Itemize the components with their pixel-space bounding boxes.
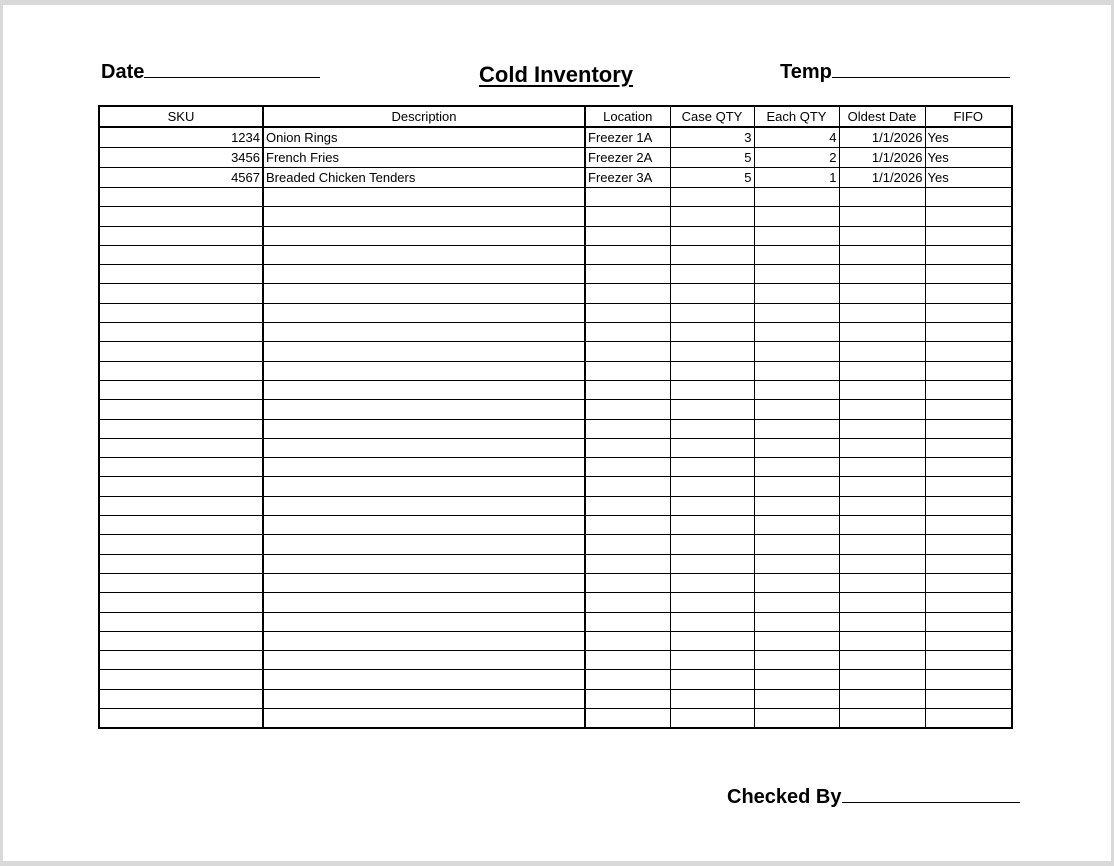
cell-oldest-date[interactable] xyxy=(839,477,925,496)
cell-description[interactable] xyxy=(263,188,585,207)
cell-location[interactable]: Freezer 1A xyxy=(585,127,670,148)
checked-by-field xyxy=(727,786,1020,809)
cell-description[interactable] xyxy=(263,458,585,477)
table-row-empty xyxy=(99,226,1012,245)
cell-location[interactable] xyxy=(585,438,670,457)
cell-sku[interactable] xyxy=(99,689,263,708)
cell-sku[interactable] xyxy=(99,593,263,612)
cell-location[interactable] xyxy=(585,535,670,554)
cell-sku[interactable] xyxy=(99,303,263,322)
cell-fifo[interactable] xyxy=(925,438,1012,457)
cell-each-qty[interactable] xyxy=(754,419,839,438)
cell-fifo[interactable] xyxy=(925,458,1012,477)
cell-location[interactable] xyxy=(585,573,670,592)
cell-location[interactable] xyxy=(585,631,670,650)
cell-case-qty[interactable] xyxy=(670,535,754,554)
cell-case-qty[interactable] xyxy=(670,400,754,419)
cell-description[interactable] xyxy=(263,245,585,264)
cell-each-qty[interactable]: 1 xyxy=(754,168,839,188)
cell-each-qty[interactable] xyxy=(754,323,839,342)
cell-fifo[interactable] xyxy=(925,419,1012,438)
cell-sku[interactable] xyxy=(99,265,263,284)
cell-description[interactable] xyxy=(263,361,585,380)
col-header-description: Description xyxy=(263,106,585,127)
cell-oldest-date[interactable] xyxy=(839,400,925,419)
cell-sku[interactable] xyxy=(99,477,263,496)
cell-sku[interactable] xyxy=(99,245,263,264)
cell-oldest-date[interactable] xyxy=(839,535,925,554)
cell-description[interactable] xyxy=(263,438,585,457)
cell-description[interactable] xyxy=(263,709,585,728)
cell-case-qty[interactable] xyxy=(670,689,754,708)
cell-location[interactable] xyxy=(585,593,670,612)
cell-location[interactable] xyxy=(585,477,670,496)
cell-oldest-date[interactable] xyxy=(839,380,925,399)
cell-location[interactable] xyxy=(585,554,670,573)
cell-each-qty[interactable] xyxy=(754,689,839,708)
cell-description[interactable] xyxy=(263,573,585,592)
cell-case-qty[interactable] xyxy=(670,207,754,226)
cell-case-qty[interactable] xyxy=(670,361,754,380)
col-header-location: Location xyxy=(585,106,670,127)
table-row-empty xyxy=(99,689,1012,708)
table-row-empty xyxy=(99,342,1012,361)
cell-location[interactable] xyxy=(585,245,670,264)
cell-location[interactable] xyxy=(585,323,670,342)
cell-fifo[interactable] xyxy=(925,651,1012,670)
cell-each-qty[interactable] xyxy=(754,651,839,670)
cell-sku[interactable] xyxy=(99,670,263,689)
cell-case-qty[interactable] xyxy=(670,303,754,322)
cell-sku[interactable] xyxy=(99,207,263,226)
cell-location[interactable] xyxy=(585,458,670,477)
col-header-sku: SKU xyxy=(99,106,263,127)
cell-description[interactable] xyxy=(263,380,585,399)
table-row-empty xyxy=(99,323,1012,342)
table-row-empty xyxy=(99,554,1012,573)
cell-sku[interactable] xyxy=(99,631,263,650)
cell-case-qty[interactable] xyxy=(670,265,754,284)
table-row-empty xyxy=(99,245,1012,264)
cell-location[interactable] xyxy=(585,670,670,689)
cell-case-qty[interactable] xyxy=(670,670,754,689)
cell-sku[interactable] xyxy=(99,458,263,477)
cell-sku[interactable] xyxy=(99,361,263,380)
cell-case-qty[interactable] xyxy=(670,554,754,573)
table-row-empty xyxy=(99,670,1012,689)
table-row-empty xyxy=(99,207,1012,226)
cell-location[interactable] xyxy=(585,496,670,515)
col-header-oldest-date: Oldest Date xyxy=(839,106,925,127)
table-row-empty xyxy=(99,400,1012,419)
cell-each-qty[interactable] xyxy=(754,226,839,245)
cell-location[interactable] xyxy=(585,689,670,708)
cell-case-qty[interactable] xyxy=(670,593,754,612)
cell-each-qty[interactable] xyxy=(754,554,839,573)
page-title: Cold Inventory xyxy=(479,62,634,87)
table-row-empty xyxy=(99,709,1012,728)
cell-oldest-date[interactable] xyxy=(839,593,925,612)
cell-oldest-date[interactable]: 1/1/2026 xyxy=(839,148,925,168)
cell-description[interactable] xyxy=(263,207,585,226)
cell-sku[interactable]: 1234 xyxy=(99,127,263,148)
cell-fifo[interactable] xyxy=(925,361,1012,380)
cell-oldest-date[interactable] xyxy=(839,651,925,670)
checked-by-label: Checked By xyxy=(727,786,842,808)
cell-location[interactable] xyxy=(585,612,670,631)
cell-description[interactable] xyxy=(263,284,585,303)
cell-fifo[interactable] xyxy=(925,554,1012,573)
cell-location[interactable] xyxy=(585,207,670,226)
cell-sku[interactable] xyxy=(99,380,263,399)
cell-each-qty[interactable] xyxy=(754,361,839,380)
cell-fifo[interactable] xyxy=(925,535,1012,554)
cell-sku[interactable]: 4567 xyxy=(99,168,263,188)
cell-description[interactable] xyxy=(263,689,585,708)
cell-description[interactable] xyxy=(263,265,585,284)
cell-location[interactable] xyxy=(585,516,670,535)
cell-each-qty[interactable] xyxy=(754,593,839,612)
cell-fifo[interactable] xyxy=(925,516,1012,535)
cell-sku[interactable] xyxy=(99,651,263,670)
cell-oldest-date[interactable] xyxy=(839,207,925,226)
table-row-empty xyxy=(99,573,1012,592)
table-row-empty xyxy=(99,188,1012,207)
cell-sku[interactable] xyxy=(99,284,263,303)
cell-each-qty[interactable] xyxy=(754,573,839,592)
cell-case-qty[interactable] xyxy=(670,458,754,477)
cell-location[interactable] xyxy=(585,361,670,380)
cell-oldest-date[interactable] xyxy=(839,458,925,477)
cell-case-qty[interactable] xyxy=(670,573,754,592)
cell-sku[interactable] xyxy=(99,573,263,592)
cell-oldest-date[interactable] xyxy=(839,689,925,708)
cell-each-qty[interactable] xyxy=(754,400,839,419)
cell-fifo[interactable] xyxy=(925,689,1012,708)
cell-description[interactable] xyxy=(263,516,585,535)
cell-case-qty[interactable] xyxy=(670,245,754,264)
table-row xyxy=(99,127,1012,148)
cell-location[interactable] xyxy=(585,265,670,284)
cell-oldest-date[interactable] xyxy=(839,188,925,207)
cell-fifo[interactable]: Yes xyxy=(925,168,1012,188)
cell-fifo[interactable] xyxy=(925,342,1012,361)
table-row-empty xyxy=(99,593,1012,612)
cell-sku[interactable] xyxy=(99,188,263,207)
cell-description[interactable]: Breaded Chicken Tenders xyxy=(263,168,585,188)
cell-fifo[interactable] xyxy=(925,265,1012,284)
cell-description[interactable] xyxy=(263,323,585,342)
cell-each-qty[interactable] xyxy=(754,458,839,477)
cell-each-qty[interactable] xyxy=(754,438,839,457)
checked-by-blank-line[interactable] xyxy=(842,786,1020,803)
cell-each-qty[interactable] xyxy=(754,380,839,399)
cell-oldest-date[interactable] xyxy=(839,516,925,535)
cell-oldest-date[interactable] xyxy=(839,631,925,650)
cell-case-qty[interactable] xyxy=(670,612,754,631)
cell-location[interactable] xyxy=(585,342,670,361)
cell-case-qty[interactable] xyxy=(670,342,754,361)
col-header-each-qty: Each QTY xyxy=(754,106,839,127)
col-header-case-qty: Case QTY xyxy=(670,106,754,127)
table-row-empty xyxy=(99,631,1012,650)
cell-case-qty[interactable] xyxy=(670,477,754,496)
cell-oldest-date[interactable] xyxy=(839,245,925,264)
table-row-empty xyxy=(99,361,1012,380)
cell-description[interactable] xyxy=(263,477,585,496)
cell-location[interactable] xyxy=(585,709,670,728)
cell-each-qty[interactable]: 2 xyxy=(754,148,839,168)
cell-fifo[interactable] xyxy=(925,631,1012,650)
cell-location[interactable] xyxy=(585,651,670,670)
cell-description[interactable] xyxy=(263,400,585,419)
cell-fifo[interactable] xyxy=(925,188,1012,207)
cell-sku[interactable] xyxy=(99,438,263,457)
temp-label: Temp xyxy=(780,61,832,83)
cell-oldest-date[interactable] xyxy=(839,496,925,515)
cell-oldest-date[interactable] xyxy=(839,419,925,438)
cell-case-qty[interactable] xyxy=(670,323,754,342)
cell-sku[interactable] xyxy=(99,709,263,728)
cell-oldest-date[interactable] xyxy=(839,573,925,592)
cell-oldest-date[interactable]: 1/1/2026 xyxy=(839,168,925,188)
cell-sku[interactable] xyxy=(99,496,263,515)
cell-location[interactable] xyxy=(585,226,670,245)
cell-each-qty[interactable] xyxy=(754,631,839,650)
date-label: Date xyxy=(101,61,145,83)
cell-oldest-date[interactable] xyxy=(839,361,925,380)
temp-field xyxy=(780,61,1010,84)
cell-description[interactable] xyxy=(263,226,585,245)
cell-case-qty[interactable] xyxy=(670,516,754,535)
cell-fifo[interactable] xyxy=(925,670,1012,689)
inventory-sheet xyxy=(3,5,1111,861)
cell-each-qty[interactable] xyxy=(754,188,839,207)
cell-location[interactable]: Freezer 2A xyxy=(585,148,670,168)
cell-location[interactable] xyxy=(585,303,670,322)
cell-sku[interactable] xyxy=(99,612,263,631)
cell-sku[interactable] xyxy=(99,323,263,342)
cell-description[interactable] xyxy=(263,612,585,631)
cell-case-qty[interactable] xyxy=(670,188,754,207)
cell-oldest-date[interactable]: 1/1/2026 xyxy=(839,127,925,148)
cell-oldest-date[interactable] xyxy=(839,303,925,322)
col-header-fifo: FIFO xyxy=(925,106,1012,127)
cell-each-qty[interactable] xyxy=(754,342,839,361)
cell-each-qty[interactable] xyxy=(754,245,839,264)
cell-oldest-date[interactable] xyxy=(839,226,925,245)
cell-each-qty[interactable] xyxy=(754,496,839,515)
cell-description[interactable] xyxy=(263,631,585,650)
cell-case-qty[interactable] xyxy=(670,709,754,728)
cell-oldest-date[interactable] xyxy=(839,709,925,728)
cell-case-qty[interactable] xyxy=(670,438,754,457)
cell-sku[interactable] xyxy=(99,342,263,361)
table-row-empty xyxy=(99,535,1012,554)
cell-oldest-date[interactable] xyxy=(839,323,925,342)
cell-each-qty[interactable] xyxy=(754,516,839,535)
table-row-empty xyxy=(99,303,1012,322)
cell-each-qty[interactable] xyxy=(754,265,839,284)
cell-oldest-date[interactable] xyxy=(839,265,925,284)
cell-case-qty[interactable] xyxy=(670,631,754,650)
cell-sku[interactable] xyxy=(99,535,263,554)
cell-sku[interactable] xyxy=(99,400,263,419)
cell-description[interactable] xyxy=(263,554,585,573)
cell-description[interactable] xyxy=(263,496,585,515)
table-row-empty xyxy=(99,612,1012,631)
cell-fifo[interactable] xyxy=(925,477,1012,496)
cell-sku[interactable] xyxy=(99,419,263,438)
table-row-empty xyxy=(99,419,1012,438)
cell-location[interactable] xyxy=(585,188,670,207)
cell-description[interactable] xyxy=(263,535,585,554)
cell-fifo[interactable] xyxy=(925,226,1012,245)
cell-fifo[interactable] xyxy=(925,245,1012,264)
cell-each-qty[interactable] xyxy=(754,477,839,496)
cell-fifo[interactable] xyxy=(925,496,1012,515)
date-field xyxy=(101,61,320,84)
cell-sku[interactable] xyxy=(99,554,263,573)
cell-sku[interactable]: 3456 xyxy=(99,148,263,168)
cell-case-qty[interactable] xyxy=(670,380,754,399)
cell-fifo[interactable] xyxy=(925,593,1012,612)
cell-fifo[interactable]: Yes xyxy=(925,127,1012,148)
cell-fifo[interactable] xyxy=(925,612,1012,631)
cell-fifo[interactable] xyxy=(925,380,1012,399)
table-row-empty xyxy=(99,284,1012,303)
cell-description[interactable]: Onion Rings xyxy=(263,127,585,148)
cell-location[interactable]: Freezer 3A xyxy=(585,168,670,188)
cell-case-qty[interactable] xyxy=(670,651,754,670)
cell-fifo[interactable] xyxy=(925,709,1012,728)
cell-fifo[interactable] xyxy=(925,207,1012,226)
cell-location[interactable] xyxy=(585,400,670,419)
cell-case-qty[interactable]: 5 xyxy=(670,168,754,188)
cell-oldest-date[interactable] xyxy=(839,554,925,573)
date-blank-line[interactable] xyxy=(144,61,320,78)
cell-oldest-date[interactable] xyxy=(839,438,925,457)
cell-case-qty[interactable]: 5 xyxy=(670,148,754,168)
cell-case-qty[interactable]: 3 xyxy=(670,127,754,148)
table-header-row xyxy=(99,106,1012,127)
cell-location[interactable] xyxy=(585,380,670,399)
cell-sku[interactable] xyxy=(99,226,263,245)
table-row-empty xyxy=(99,516,1012,535)
cell-each-qty[interactable]: 4 xyxy=(754,127,839,148)
cell-location[interactable] xyxy=(585,284,670,303)
cell-case-qty[interactable] xyxy=(670,226,754,245)
table-row-empty xyxy=(99,477,1012,496)
cell-fifo[interactable] xyxy=(925,323,1012,342)
cell-description[interactable] xyxy=(263,670,585,689)
cell-fifo[interactable] xyxy=(925,573,1012,592)
table-body xyxy=(99,127,1012,728)
cell-oldest-date[interactable] xyxy=(839,342,925,361)
cell-case-qty[interactable] xyxy=(670,284,754,303)
cell-each-qty[interactable] xyxy=(754,303,839,322)
table-row xyxy=(99,168,1012,188)
cell-each-qty[interactable] xyxy=(754,284,839,303)
cell-description[interactable]: French Fries xyxy=(263,148,585,168)
table-row-empty xyxy=(99,438,1012,457)
cell-sku[interactable] xyxy=(99,516,263,535)
table-row-empty xyxy=(99,651,1012,670)
table-row-empty xyxy=(99,265,1012,284)
cell-description[interactable] xyxy=(263,593,585,612)
cell-description[interactable] xyxy=(263,419,585,438)
cell-description[interactable] xyxy=(263,651,585,670)
cell-description[interactable] xyxy=(263,342,585,361)
table-row-empty xyxy=(99,496,1012,515)
cell-oldest-date[interactable] xyxy=(839,284,925,303)
cell-each-qty[interactable] xyxy=(754,535,839,554)
cell-location[interactable] xyxy=(585,419,670,438)
table-row xyxy=(99,148,1012,168)
cell-each-qty[interactable] xyxy=(754,709,839,728)
cell-description[interactable] xyxy=(263,303,585,322)
cell-fifo[interactable] xyxy=(925,284,1012,303)
cell-case-qty[interactable] xyxy=(670,419,754,438)
cell-each-qty[interactable] xyxy=(754,612,839,631)
table-row-empty xyxy=(99,458,1012,477)
temp-blank-line[interactable] xyxy=(832,61,1010,78)
cell-oldest-date[interactable] xyxy=(839,670,925,689)
cell-case-qty[interactable] xyxy=(670,496,754,515)
table-row-empty xyxy=(99,380,1012,399)
cell-each-qty[interactable] xyxy=(754,207,839,226)
cell-oldest-date[interactable] xyxy=(839,612,925,631)
inventory-table xyxy=(98,105,1013,729)
cell-fifo[interactable]: Yes xyxy=(925,148,1012,168)
cell-fifo[interactable] xyxy=(925,400,1012,419)
cell-each-qty[interactable] xyxy=(754,670,839,689)
cell-fifo[interactable] xyxy=(925,303,1012,322)
